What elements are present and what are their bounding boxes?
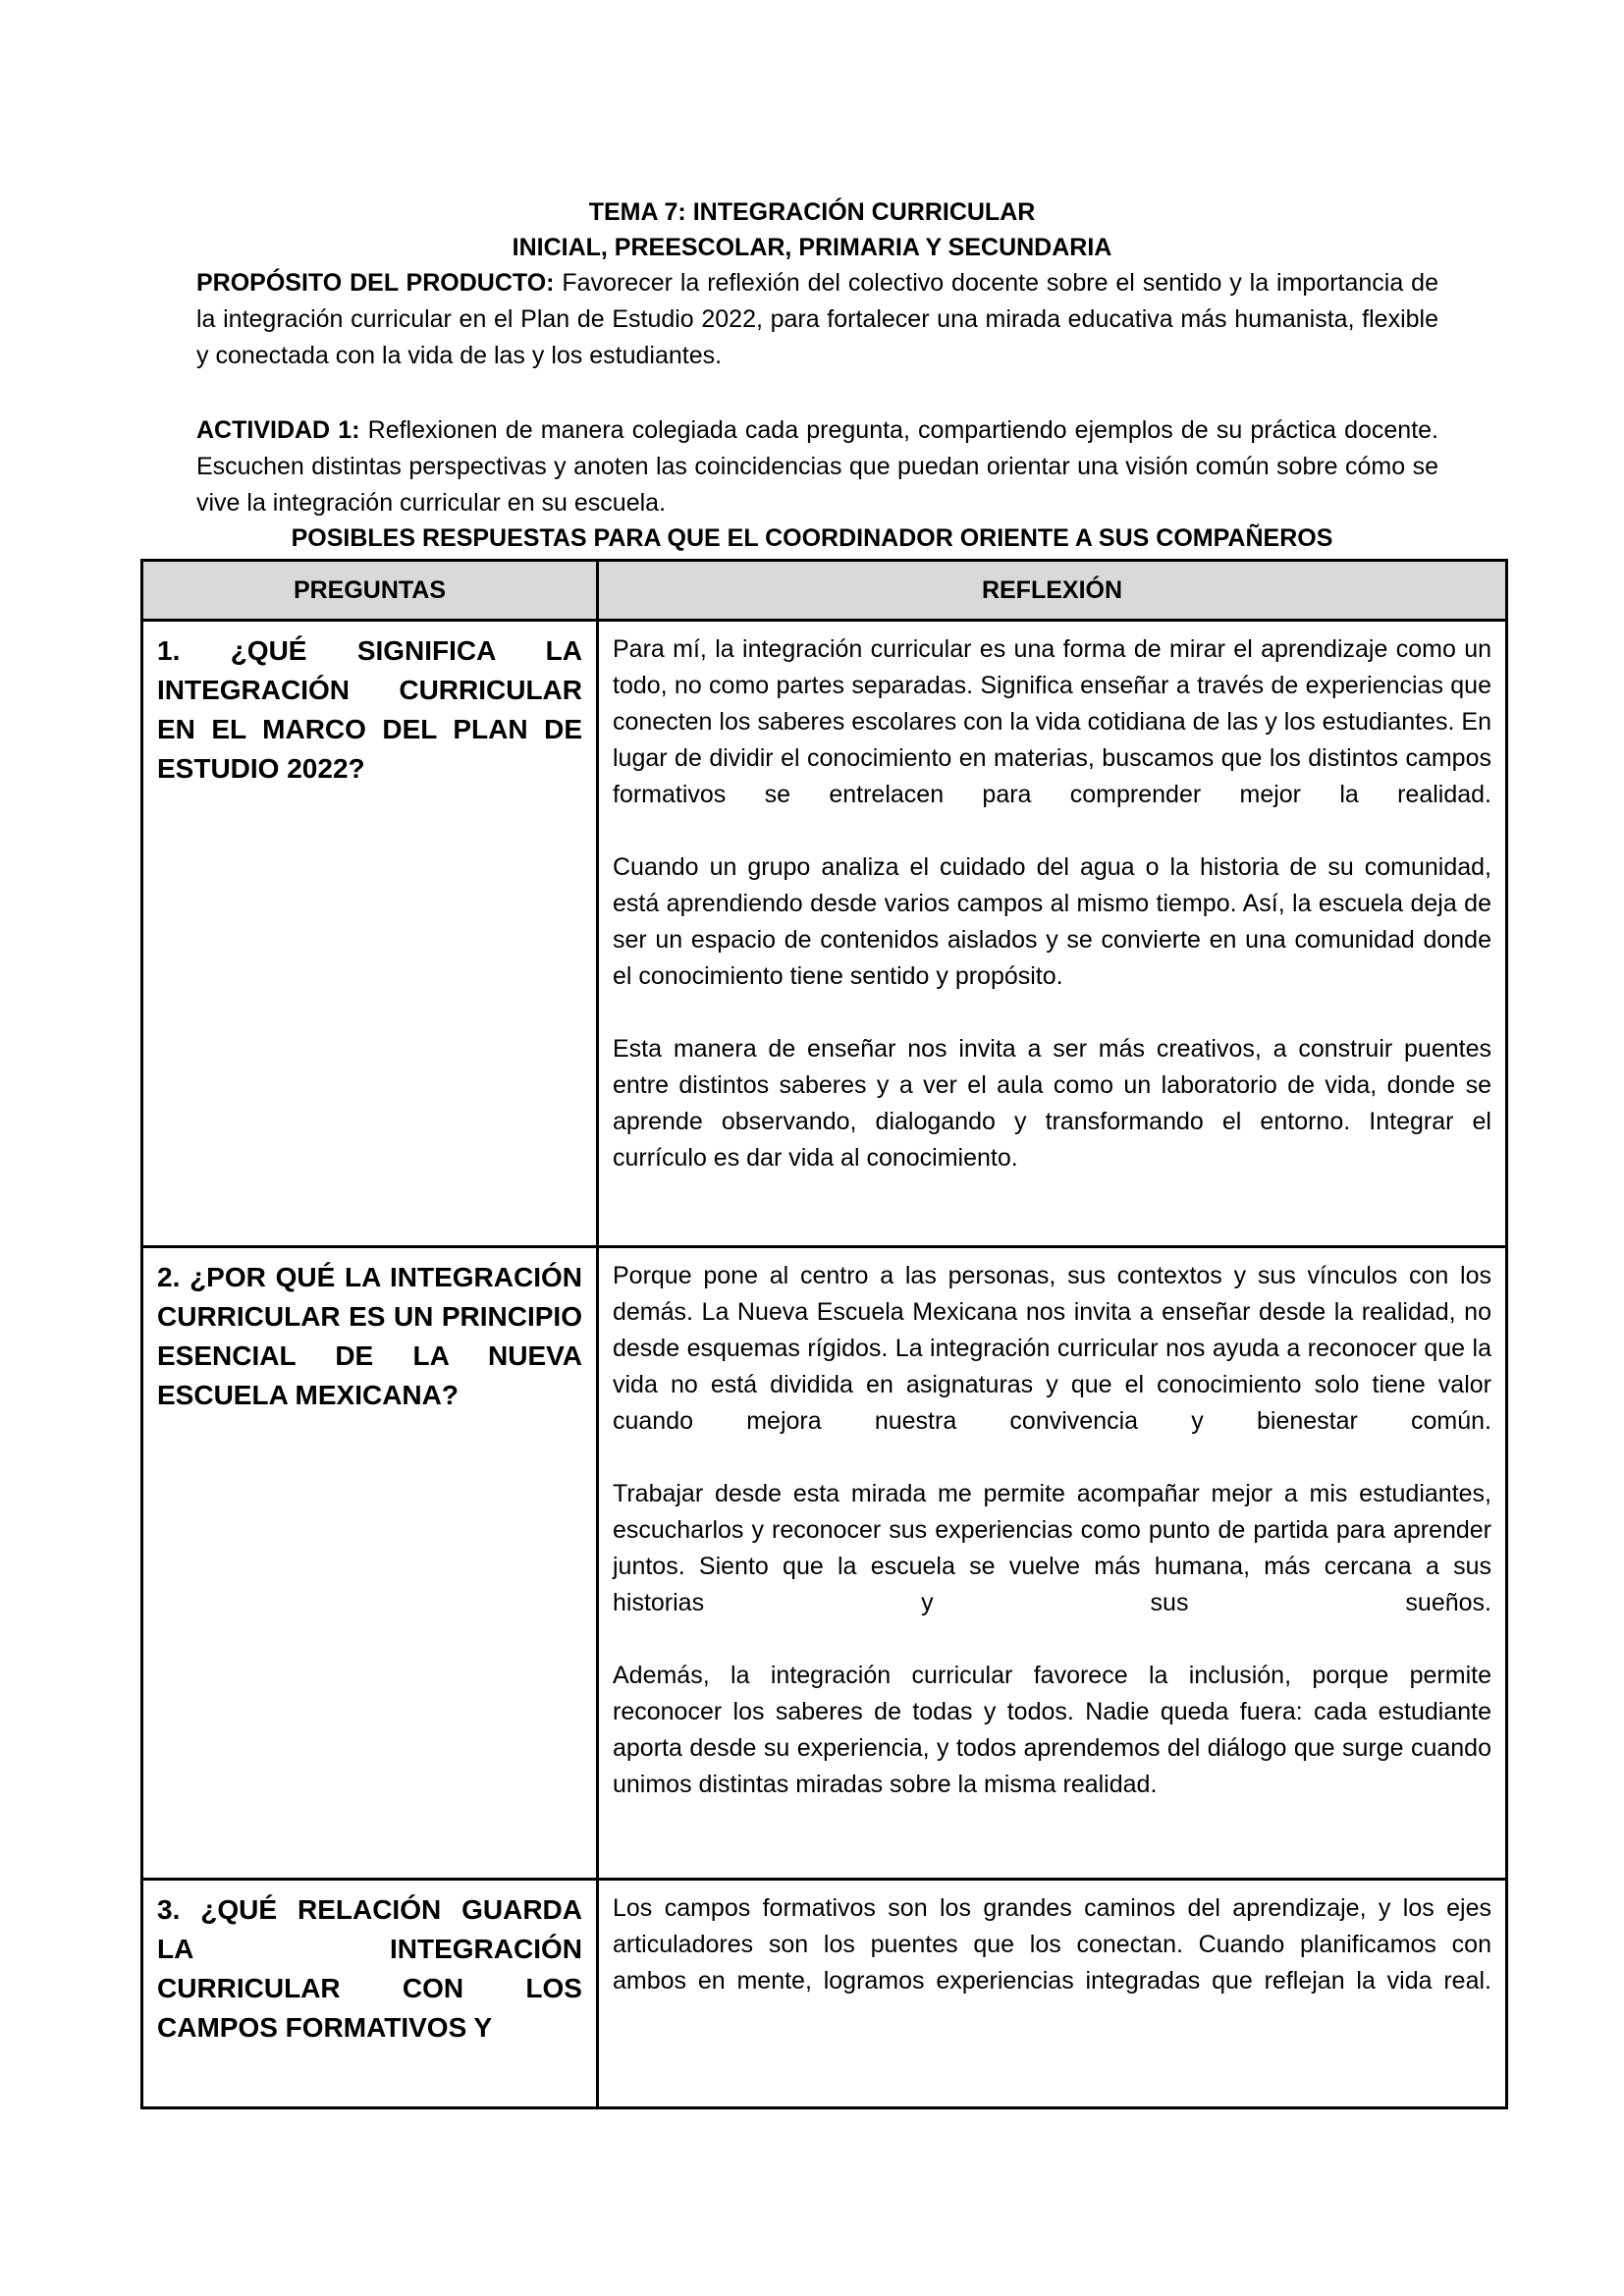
table-row: [142, 1247, 1507, 1880]
question-cell: [142, 621, 598, 1247]
question-cell: [142, 1247, 598, 1880]
answer-paragraph: Trabajar desde esta mirada me permite acompañar mejor a mis estudiantes, escucharlos y reconocer sus experiencias como punto de partida para aprender juntos. Siento que la escuela se vuelve más humana, más cercana a sus historias y sus sueños.: [613, 1480, 1491, 1616]
reflection-table: [140, 559, 1508, 2109]
activity-paragraph: [196, 412, 1438, 521]
purpose-text: Favorecer la reflexión del colectivo docente sobre el sentido y la importancia de la integración curricular en el Plan de Estudio 2022, para fortalecer una mirada educativa más humanista, flexible y conectada con la vida de las y los estudiantes.: [196, 269, 1438, 369]
header-reflexion: REFLEXIÓN: [598, 561, 1507, 621]
document-title: TEMA 7: INTEGRACIÓN CURRICULAR: [588, 198, 1036, 226]
document-subtitle: INICIAL, PREESCOLAR, PRIMARIA Y SECUNDARIA: [512, 234, 1112, 261]
question-text: 1. ¿QUÉ SIGNIFICA LA INTEGRACIÓN CURRICULAR EN EL MARCO DEL PLAN DE ESTUDIO 2022?: [157, 635, 582, 784]
answer-paragraph: Para mí, la integración curricular es una forma de mirar el aprendizaje como un todo, no como partes separadas. Significa enseñar a través de experiencias que conecten los saberes escolares con la vida cotidiana de las y los estudiantes. En lugar de dividir el conocimiento en materias, buscamos que los distintos campos formativos se entrelacen para comprender mejor la realidad.: [613, 635, 1491, 808]
question-cell: [142, 1880, 598, 2108]
answer-cell: [598, 621, 1507, 1247]
purpose-label: PROPÓSITO DEL PRODUCTO:: [196, 269, 555, 297]
answer-paragraph: Esta manera de enseñar nos invita a ser más creativos, a construir puentes entre distintos saberes y a ver el aula como un laboratorio de vida, donde se aprende observando, dialogando y transformando el entorno. Integrar el currículo es dar vida al conocimiento.: [613, 1035, 1491, 1172]
table-header-row: [142, 561, 1507, 621]
answer-cell: [598, 1880, 1507, 2108]
answer-paragraph: Los campos formativos son los grandes caminos del aprendizaje, y los ejes articuladores son los puentes que los conectan. Cuando planificamos con ambos en mente, logramos experiencias integradas que reflejan la vida real.: [613, 1894, 1491, 1995]
table-heading: POSIBLES RESPUESTAS PARA QUE EL COORDINADOR ORIENTE A SUS COMPAÑEROS: [291, 524, 1333, 552]
table-row: [142, 621, 1507, 1247]
purpose-paragraph: [196, 265, 1438, 374]
answer-paragraph: Porque pone al centro a las personas, sus contextos y sus vínculos con los demás. La Nueva Escuela Mexicana nos invita a enseñar desde la realidad, no desde esquemas rígidos. La integración curricular nos ayuda a reconocer que la vida no está dividida en asignaturas y que el conocimiento solo tiene valor cuando mejora nuestra convivencia y bienestar común.: [613, 1262, 1491, 1435]
answer-paragraph: Cuando un grupo analiza el cuidado del agua o la historia de su comunidad, está aprendiendo desde varios campos al mismo tiempo. Así, la escuela deja de ser un espacio de contenidos aislados y se convierte en una comunidad donde el conocimiento tiene sentido y propósito.: [613, 853, 1491, 990]
question-text: 2. ¿POR QUÉ LA INTEGRACIÓN CURRICULAR ES UN PRINCIPIO ESENCIAL DE LA NUEVA ESCUELA MEXICANA?: [157, 1262, 582, 1410]
header-preguntas: PREGUNTAS: [142, 561, 598, 621]
activity-text: Reflexionen de manera colegiada cada pregunta, compartiendo ejemplos de su práctica docente. Escuchen distintas perspectivas y anoten las coincidencias que puedan orientar una visión común sobre cómo se vive la integración curricular en su escuela.: [196, 416, 1438, 517]
answer-paragraph: Además, la integración curricular favorece la inclusión, porque permite reconocer los saberes de todas y todos. Nadie queda fuera: cada estudiante aporta desde su experiencia, y todos aprendemos del diálogo que surge cuando unimos distintas miradas sobre la misma realidad.: [613, 1662, 1491, 1798]
question-text: 3. ¿QUÉ RELACIÓN GUARDA LA INTEGRACIÓN CURRICULAR CON LOS CAMPOS FORMATIVOS Y: [157, 1894, 582, 2043]
table-row: [142, 1880, 1507, 2108]
answer-cell: [598, 1247, 1507, 1880]
activity-label: ACTIVIDAD 1:: [196, 416, 360, 444]
